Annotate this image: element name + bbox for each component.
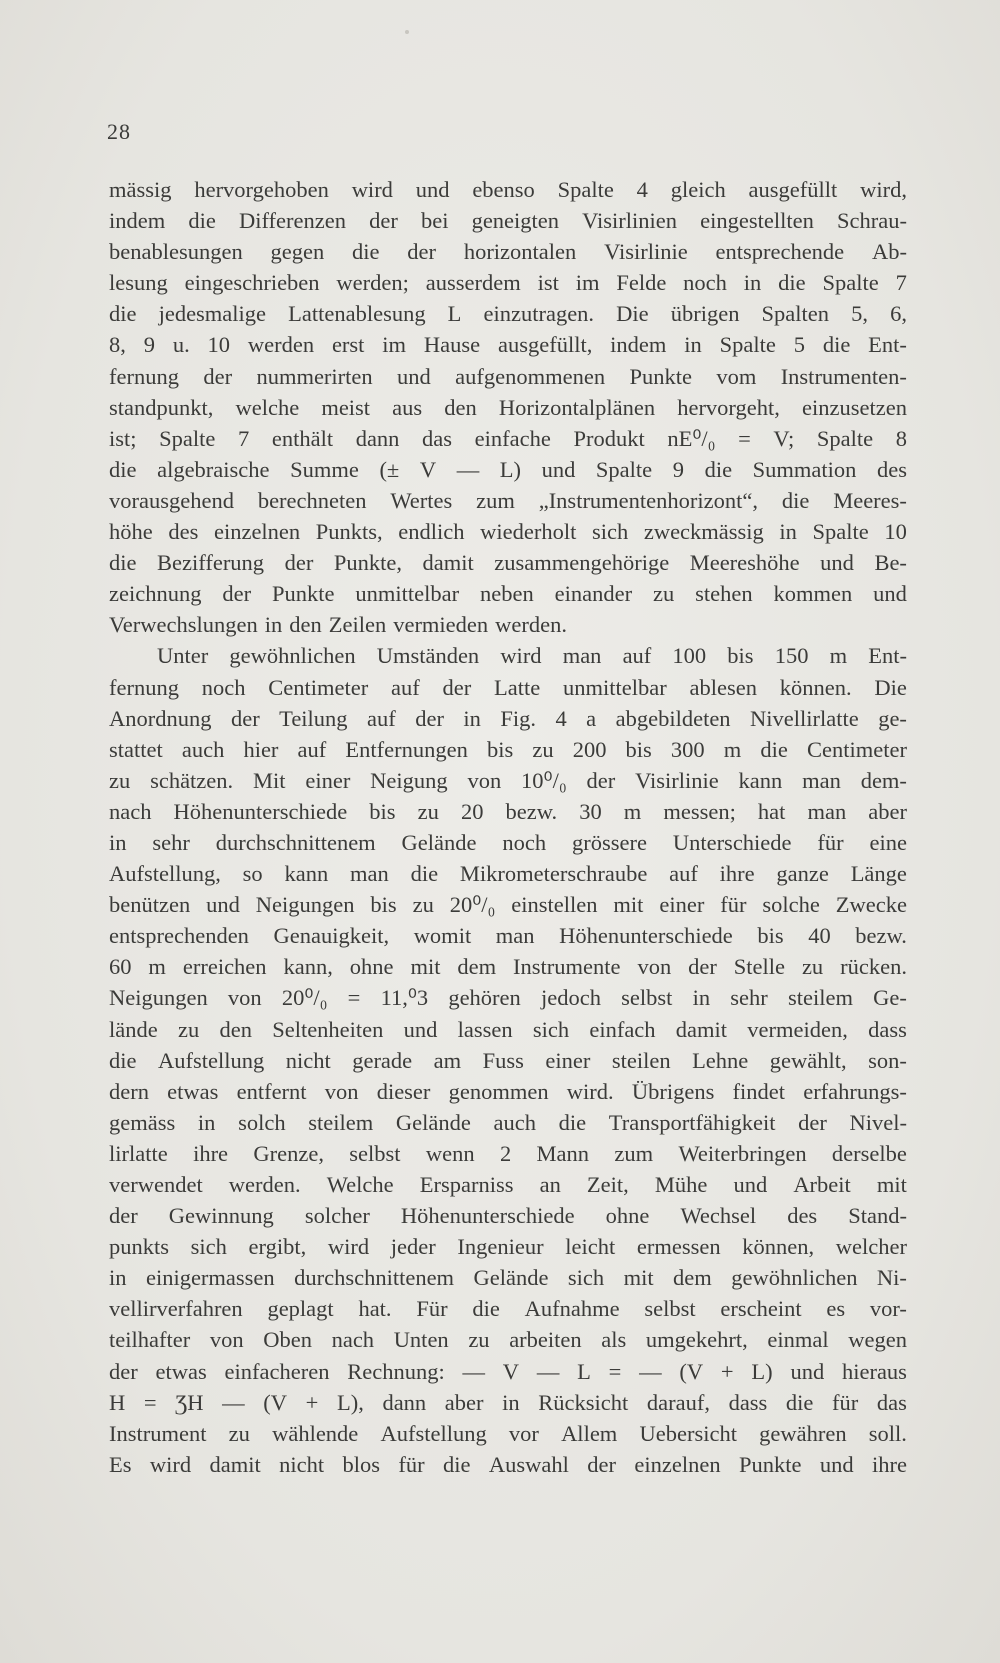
text-line: Instrument zu wählende Aufstellung vor Allem Uebersicht gewähren soll. — [109, 1420, 907, 1446]
text-line: nach Höhenunterschiede bis zu 20 bezw. 30 m messen; hat man aber — [109, 798, 907, 824]
text-line: vorausgehend berechneten Wertes zum „Instrumentenhorizont“, die Meeres- — [109, 487, 907, 513]
text-line: punkts sich ergibt, wird jeder Ingenieur leicht ermessen können, welcher — [109, 1234, 907, 1260]
text-line: benützen und Neigungen bis zu 20⁰/₀ einstellen mit einer für solche Zwecke — [109, 892, 907, 918]
text-line: zeichnung der Punkte unmittelbar neben einander zu stehen kommen und — [109, 581, 907, 607]
text-line: in einigermassen durchschnittenem Gelände sich mit dem gewöhnlichen Ni- — [109, 1265, 907, 1291]
text-line: benablesungen gegen die der horizontalen Visirlinie entsprechende Ab- — [109, 239, 907, 265]
text-line: der Gewinnung solcher Höhenunterschiede ohne Wechsel des Stand- — [109, 1203, 907, 1229]
text-line: entsprechenden Genauigkeit, womit man Höhenunterschiede bis 40 bezw. — [109, 923, 907, 949]
text-line: H = ƷH — (V + L), dann aber in Rücksicht darauf, dass die für das — [109, 1389, 907, 1415]
text-line: die Aufstellung nicht gerade am Fuss einer steilen Lehne gewählt, son- — [109, 1047, 907, 1073]
paper-speck — [405, 30, 409, 34]
text-line: gemäss in solch steilem Gelände auch die Transportfähigkeit der Nivel- — [109, 1109, 907, 1135]
text-line: teilhafter von Oben nach Unten zu arbeiten als umgekehrt, einmal wegen — [109, 1327, 907, 1353]
text-line: Es wird damit nicht blos für die Auswahl der einzelnen Punkte und ihre — [109, 1451, 907, 1477]
text-line: in sehr durchschnittenem Gelände noch grössere Unterschiede für eine — [109, 829, 907, 855]
text-line: fernung noch Centimeter auf der Latte unmittelbar ablesen können. Die — [109, 674, 907, 700]
text-line: mässig hervorgehoben wird und ebenso Spalte 4 gleich ausgefüllt wird, — [109, 177, 907, 202]
text-line: fernung der nummerirten und aufgenommenen Punkte vom Instrumenten- — [109, 363, 907, 389]
text-line: Neigungen von 20⁰/₀ = 11,⁰3 gehören jedoch selbst in sehr steilem Ge- — [109, 985, 907, 1011]
text-line: Anordnung der Teilung auf der in Fig. 4 a abgebildeten Nivellirlatte ge- — [109, 705, 907, 731]
text-line: lände zu den Seltenheiten und lassen sich einfach damit vermeiden, dass — [109, 1016, 907, 1042]
text-line: die algebraische Summe (± V — L) und Spalte 9 die Summation des — [109, 456, 907, 482]
text-line: 60 m erreichen kann, ohne mit dem Instrumente von der Stelle zu rücken. — [109, 954, 907, 980]
text-line: standpunkt, welche meist aus den Horizontalplänen hervorgeht, einzusetzen — [109, 394, 907, 420]
text-line: lesung eingeschrieben werden; ausserdem ist im Felde noch in die Spalte 7 — [109, 270, 907, 296]
body-text — [109, 174, 907, 1480]
text-line: 8, 9 u. 10 werden erst im Hause ausgefüllt, indem in Spalte 5 die Ent- — [109, 332, 907, 358]
text-line: höhe des einzelnen Punkts, endlich wiederholt sich zweckmässig in Spalte 10 — [109, 519, 907, 545]
text-line: zu schätzen. Mit einer Neigung von 10⁰/₀ der Visirlinie kann man dem- — [109, 767, 907, 793]
text-line: stattet auch hier auf Entfernungen bis zu 200 bis 300 m die Centimeter — [109, 736, 907, 762]
text-line: lirlatte ihre Grenze, selbst wenn 2 Mann zum Weiterbringen derselbe — [109, 1140, 907, 1166]
text-line: ist; Spalte 7 enthält dann das einfache Produkt nE⁰/₀ = V; Spalte 8 — [109, 425, 907, 451]
text-line: Aufstellung, so kann man die Mikrometerschraube auf ihre ganze Länge — [109, 861, 907, 887]
text-line: Verwechslungen in den Zeilen vermieden werden. — [109, 612, 568, 638]
text-line: der etwas einfacheren Rechnung: — V — L = — (V + L) und hieraus — [109, 1358, 907, 1384]
text-line: die jedesmalige Lattenablesung L einzutragen. Die übrigen Spalten 5, 6, — [109, 301, 907, 327]
text-line: dern etwas entfernt von dieser genommen wird. Übrigens findet erfahrungs- — [109, 1078, 907, 1104]
text-line: Unter gewöhnlichen Umständen wird man auf 100 bis 150 m Ent- — [157, 643, 907, 669]
text-line: indem die Differenzen der bei geneigten Visirlinien eingestellten Schrau- — [109, 208, 907, 234]
page-number: 28 — [107, 119, 131, 144]
text-line: die Bezifferung der Punkte, damit zusammengehörige Meereshöhe und Be- — [109, 550, 907, 576]
text-line: vellirverfahren geplagt hat. Für die Aufnahme selbst erscheint es vor- — [109, 1296, 907, 1322]
text-line: verwendet werden. Welche Ersparniss an Zeit, Mühe und Arbeit mit — [109, 1172, 907, 1197]
